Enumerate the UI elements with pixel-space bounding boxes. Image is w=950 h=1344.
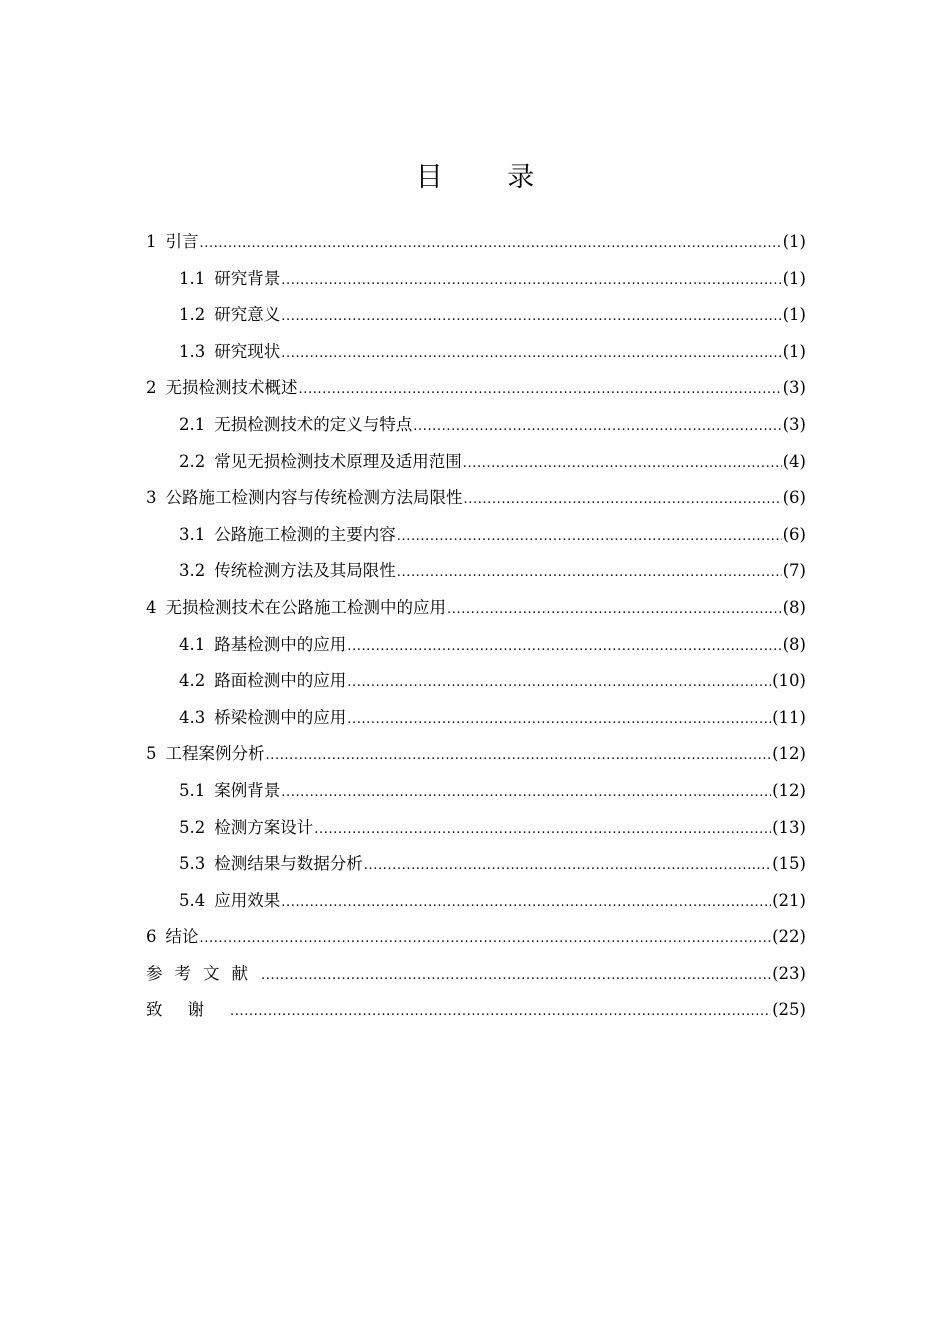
dot-leader (230, 994, 771, 1031)
toc-entry-label: 结论 (165, 927, 199, 947)
toc-entry-number: 1 (146, 232, 157, 251)
dot-leader (413, 409, 781, 446)
toc-entry-page: (12) (772, 780, 806, 800)
toc-entry-number: 5 (146, 744, 157, 764)
toc-entry-label: 研究背景 (214, 268, 281, 288)
toc-entry-page: (6) (782, 524, 806, 544)
toc-entry-2-1[interactable] (146, 407, 806, 444)
toc-entry-label: 无损检测技术概述 (165, 378, 298, 398)
toc-entry-1-1[interactable] (146, 261, 806, 298)
toc-entry-number: 3.2 (179, 561, 206, 581)
dot-leader (200, 226, 782, 263)
dot-leader (314, 812, 771, 849)
dot-leader (261, 958, 771, 995)
toc-entry-page: (1) (782, 268, 806, 288)
toc-entry-number: 4.2 (179, 671, 206, 691)
toc-entry-label: 无损检测技术的定义与特点 (214, 414, 413, 434)
dot-leader (281, 336, 781, 373)
dot-leader (397, 555, 782, 592)
toc-entry-number: 5.1 (179, 780, 206, 800)
toc-entry-page: (23) (772, 963, 806, 983)
toc-entry-page: (4) (782, 451, 806, 471)
toc-entry-label: 检测方案设计 (214, 817, 314, 837)
toc-entry-acknowledgements[interactable] (146, 992, 806, 1029)
toc-entry-page: (3) (782, 414, 806, 434)
dot-leader (364, 848, 771, 885)
dot-leader (299, 372, 782, 409)
toc-entry-3-2[interactable] (146, 553, 806, 590)
toc-entry-5-1[interactable] (146, 773, 806, 810)
toc-entry-number: 2.2 (179, 451, 206, 471)
toc-entry-number: 5.3 (179, 854, 206, 874)
dot-leader (347, 629, 781, 666)
dot-leader (200, 921, 772, 958)
toc-entry-number: 1.1 (179, 268, 206, 288)
toc-entry-5-2[interactable] (146, 810, 806, 847)
toc-entry-page: (25) (772, 1000, 806, 1020)
toc-entry-label: 应用效果 (214, 890, 281, 910)
dot-leader (266, 738, 772, 775)
toc-entry-label: 工程案例分析 (165, 744, 265, 764)
toc-entry-label: 研究意义 (214, 305, 281, 325)
dot-leader (347, 665, 771, 702)
toc-entry-references[interactable] (146, 956, 806, 993)
dot-leader (281, 299, 781, 336)
toc-entry-label: 公路施工检测的主要内容 (214, 524, 396, 544)
toc-entry-page: (21) (772, 890, 806, 910)
toc-entry-4-1[interactable] (146, 627, 806, 664)
toc-entry-label: 无损检测技术在公路施工检测中的应用 (165, 597, 446, 617)
toc-entry-number: 1.3 (179, 341, 206, 361)
toc-entry-label: 案例背景 (214, 780, 281, 800)
toc-entry-label: 路基检测中的应用 (214, 634, 347, 654)
toc-entry-2[interactable] (146, 370, 806, 407)
toc-entry-5-3[interactable] (146, 846, 806, 883)
toc-entry-2-2[interactable] (146, 444, 806, 481)
toc-entry-page: (15) (772, 854, 806, 874)
dot-leader (464, 482, 782, 519)
toc-entry-number: 4 (146, 597, 157, 617)
toc-entry-1-2[interactable] (146, 297, 806, 334)
toc-entry-page: (1) (782, 341, 806, 361)
dot-leader (281, 775, 771, 812)
toc-entry-page: (1) (782, 232, 806, 251)
toc-entry-label: 研究现状 (214, 341, 281, 361)
toc-entry-page: (10) (772, 671, 806, 691)
toc-entry-1-3[interactable] (146, 334, 806, 371)
toc-entry-number: 2.1 (179, 414, 206, 434)
toc-entry-5[interactable] (146, 736, 806, 773)
dot-leader (463, 446, 782, 483)
dot-leader (447, 592, 782, 629)
toc-entry-number: 6 (146, 927, 157, 947)
dot-leader (281, 263, 781, 300)
toc-entry-4-2[interactable] (146, 663, 806, 700)
toc-entry-number: 1.2 (179, 305, 206, 325)
toc-entry-page: (6) (782, 488, 806, 508)
toc-entry-page: (3) (782, 378, 806, 398)
toc-entry-page: (22) (772, 927, 806, 947)
toc-entry-page: (13) (772, 817, 806, 837)
toc-entry-page: (1) (782, 305, 806, 325)
toc-entry-label: 公路施工检测内容与传统检测方法局限性 (165, 488, 463, 508)
toc-entry-4[interactable] (146, 590, 806, 627)
page-title: 目 录 (415, 162, 563, 193)
dot-leader (281, 885, 771, 922)
toc-entry-number: 5.2 (179, 817, 206, 837)
toc-entry-number: 4.1 (179, 634, 206, 654)
dot-leader (397, 519, 782, 556)
toc-entry-label: 路面检测中的应用 (214, 671, 347, 691)
toc-entry-label: 参考文献 (146, 963, 260, 983)
toc-entry-1[interactable] (146, 224, 806, 261)
dot-leader (347, 702, 771, 739)
toc-entry-number: 3.1 (179, 524, 206, 544)
toc-entry-label: 检测结果与数据分析 (214, 854, 363, 874)
toc-entry-number: 2 (146, 378, 157, 398)
toc-entry-label: 常见无损检测技术原理及适用范围 (214, 451, 462, 471)
toc-entry-page: (11) (772, 707, 806, 727)
toc-entry-page: (8) (782, 634, 806, 654)
toc-entry-4-3[interactable] (146, 700, 806, 737)
toc-entry-6[interactable] (146, 919, 806, 956)
toc-entry-label: 传统检测方法及其局限性 (214, 561, 396, 581)
toc-entry-5-4[interactable] (146, 883, 806, 920)
toc-entry-page: (7) (782, 561, 806, 581)
table-of-contents (146, 224, 806, 1029)
toc-entry-page: (8) (782, 597, 806, 617)
toc-entry-number: 3 (146, 488, 157, 508)
toc-entry-3[interactable] (146, 480, 806, 517)
toc-entry-label: 桥梁检测中的应用 (214, 707, 347, 727)
toc-entry-label: 引言 (165, 232, 199, 251)
toc-entry-label: 致谢 (146, 1000, 229, 1020)
toc-entry-3-1[interactable] (146, 517, 806, 554)
toc-entry-number: 4.3 (179, 707, 206, 727)
toc-entry-page: (12) (772, 744, 806, 764)
toc-entry-number: 5.4 (179, 890, 206, 910)
